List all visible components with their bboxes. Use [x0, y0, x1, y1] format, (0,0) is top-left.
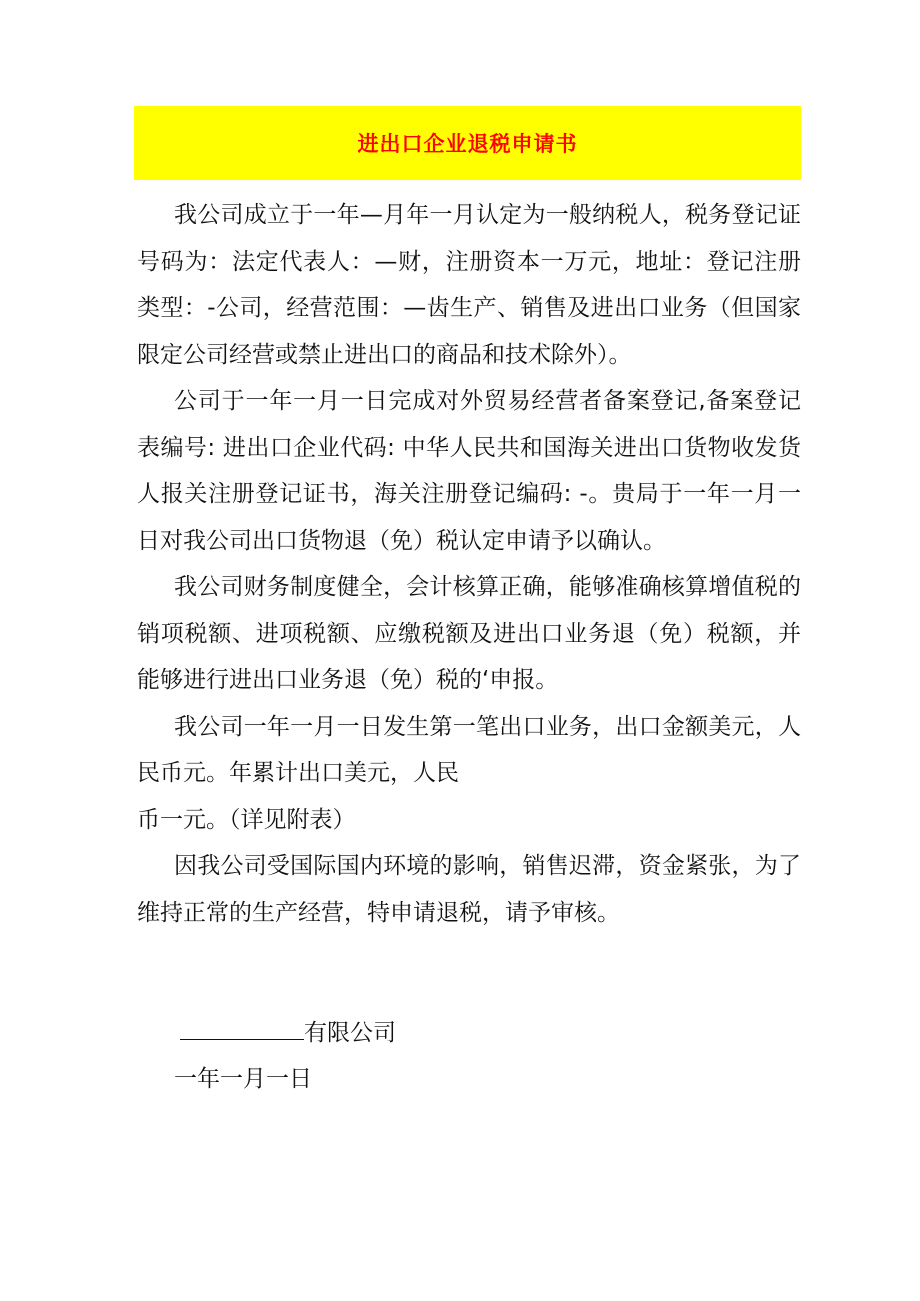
title-banner [134, 106, 801, 180]
paragraph-finance: 我公司财务制度健全，会计核算正确，能够准确核算增值税的销项税额、进项税额、应缴税额及进出口业务退（免）税额，并能够进行进出口业务退（免）税的‘申报。 [137, 574, 801, 693]
paragraph-export-continued: 币一元。（详见附表） [137, 806, 356, 833]
paragraph-export: 我公司一年一月一日发生第一笔出口业务，出口金额美元，人民币元。年累计出口美元，人民 [137, 713, 801, 786]
document-title: 进出口企业退税申请书 [357, 132, 578, 156]
document-body [137, 192, 801, 936]
company-name-blank [180, 1011, 304, 1040]
company-name-line [174, 1010, 396, 1056]
paragraph-company-info: 我公司成立于一年—月年一月认定为一般纳税人，税务登记证号码为：法定代表人：—财，注册资本一万元，地址：登记注册类型：-公司，经营范围：—齿生产、销售及进出口业务（但国家限定公司经营或禁止进出口的商品和技术除外）。 [137, 202, 801, 368]
signature-block [174, 1010, 396, 1102]
signature-date: 一年一月一日 [174, 1066, 312, 1092]
paragraph-registration: 公司于一年一月一日完成对外贸易经营者备案登记,备案登记表编号: 进出口企业代码: 中华人民共和国海关进出口货物收发货人报关注册登记证书，海关注册登记编码: -。贵局于一年一月一日对我公司出口货物退（免）税认定申请予以确认。 [137, 388, 801, 554]
paragraph-request: 因我公司受国际国内环境的影响，销售迟滞，资金紧张，为了维持正常的生产经营，特申请退税，请予审核。 [137, 853, 801, 926]
company-suffix: 有限公司 [304, 1020, 396, 1046]
